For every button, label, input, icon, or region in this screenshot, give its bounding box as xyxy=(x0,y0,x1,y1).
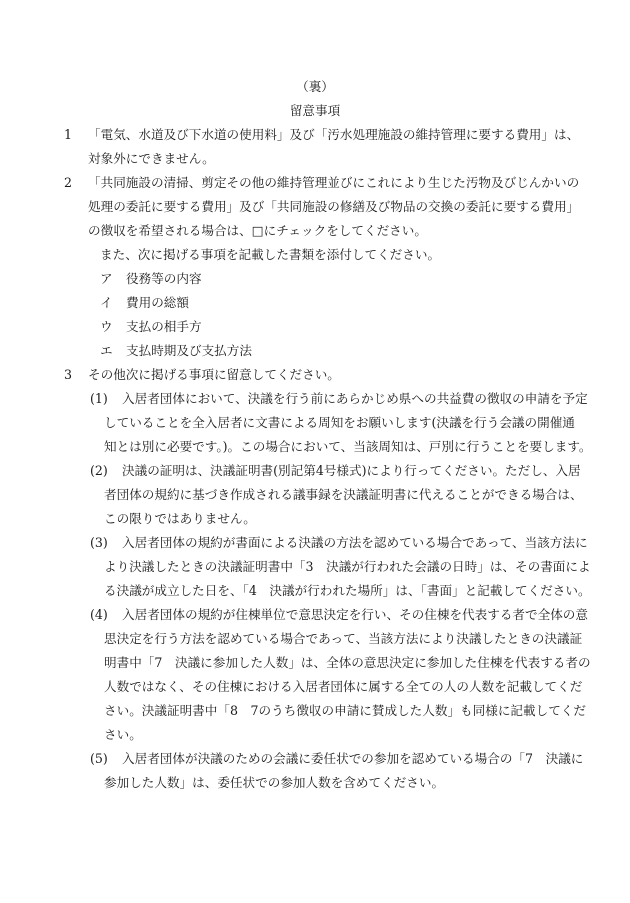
subitem-line: 人数ではなく、その住棟における入居者団体に属する全ての人の人数を記載してくだ xyxy=(104,679,583,694)
subitem-line: していることを全入居者に文書による周知をお願いします(決議を行う会議の開催通 xyxy=(104,415,575,430)
subitem-line: る決議が成立した日を、「4 決議が行われた場所」は、「書面」と記載してください。 xyxy=(104,583,591,598)
subitem-line: 決議の証明は、決議証明書(別記第4号様式)により行ってください。ただし、入居 xyxy=(122,463,581,478)
subitem-line: この限りではありません。 xyxy=(104,511,256,526)
subitem-mark: ア xyxy=(100,271,113,286)
subitem-line: 入居者団体が決議のための会議に委任状での参加を認めている場合の「7 決議に xyxy=(122,751,584,766)
subitem-line: 参加した人数」は、委任状での参加人数を含めてください。 xyxy=(104,775,445,790)
subitem-mark: イ xyxy=(100,295,113,310)
subitem-text: 支払の相手方 xyxy=(126,319,202,334)
item-number: 3 xyxy=(64,367,73,382)
subitem-line: 知とは別に必要です。)。この場合において、当該周知は、戸別に行うことを要します。 xyxy=(104,439,592,454)
subitem-text: 役務等の内容 xyxy=(126,271,202,286)
subitem-mark: エ xyxy=(100,343,113,358)
item-line: 処理の委託に要する費用」及び「共同施設の修繕及び物品の交換の委託に要する費用」 xyxy=(88,199,580,214)
item-line: 「共同施設の清掃、剪定その他の維持管理並びにこれにより生じた汚物及びじんかいの xyxy=(88,175,580,190)
subitem-mark: (1) xyxy=(90,391,108,406)
subitem-line: さい。決議証明書中「8 7のうち徴収の申請に賛成した人数」も同様に記載してくだ xyxy=(104,703,586,718)
item-line: の徴収を希望される場合は、□にチェックをしてください。 xyxy=(88,223,427,238)
subitem-line: さい。 xyxy=(104,727,142,742)
item-line: その他次に掲げる事項に留意してください。 xyxy=(88,367,340,382)
item-line: 「電気、水道及び下水道の使用料」及び「汚水処理施設の維持管理に要する費用」は、 xyxy=(88,127,580,142)
page-side-label: （裏） xyxy=(296,79,334,94)
subitem-line: 明書中「7 決議に参加した人数」は、全体の意思決定に参加した住棟を代表する者の xyxy=(104,655,591,670)
subitem-mark: (4) xyxy=(90,607,108,622)
subitem-mark: (3) xyxy=(90,535,108,550)
subitem-line: 入居者団体の規約が書面による決議の方法を認めている場合であって、当該方法に xyxy=(122,535,588,550)
subitem-mark: ウ xyxy=(100,319,113,334)
page-title: 留意事項 xyxy=(289,103,341,118)
subitem-line: 者団体の規約に基づき作成される議事録を決議証明書に代えることができる場合は、 xyxy=(104,487,583,502)
item-line: 対象外にできません。 xyxy=(88,151,215,166)
subitem-line: 入居者団体において、決議を行う前にあらかじめ県への共益費の徴収の申請を予定 xyxy=(122,391,588,406)
subitem-text: 支払時期及び支払方法 xyxy=(126,343,252,358)
subitem-text: 費用の総額 xyxy=(126,295,189,310)
subitem-line: より決議したときの決議証明書中「3 決議が行われた会議の日時」は、その書面によ xyxy=(104,559,591,574)
item-number: 1 xyxy=(64,127,73,142)
subitem-line: 思決定を行う方法を認めている場合であって、当該方法により決議したときの決議証 xyxy=(104,631,583,646)
subitem-mark: (5) xyxy=(90,751,108,766)
subitem-line: 入居者団体の規約が住棟単位で意思決定を行い、その住棟を代表する者で全体の意 xyxy=(122,607,588,622)
item-number: 2 xyxy=(64,175,73,190)
subitem-mark: (2) xyxy=(90,463,108,478)
item-line: また、次に掲げる事項を記載した書類を添付してください。 xyxy=(100,247,441,262)
